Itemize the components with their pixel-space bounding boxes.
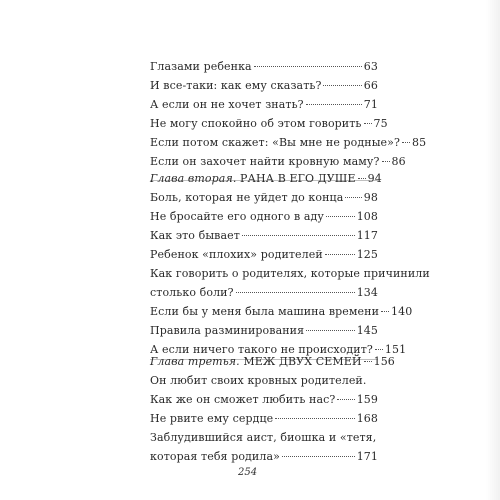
toc-entry [150, 305, 413, 318]
dot-leader [402, 142, 410, 143]
toc-entry-page: 98 [363, 191, 378, 204]
toc-entry-page: 125 [356, 248, 378, 261]
dot-leader [364, 361, 372, 362]
toc-entry-label: А если ничего такого не происходит? [150, 343, 373, 356]
toc-entry-page: 168 [356, 412, 378, 425]
toc-entry-page: 134 [356, 286, 378, 299]
chapter-title: РАНА В ЕГО ДУШЕ [240, 172, 356, 185]
toc-entry-label: Глазами ребенка [150, 60, 252, 73]
toc-entry-label: А если он не хочет знать? [150, 98, 304, 111]
toc-entry-page: 159 [356, 393, 378, 406]
dot-leader [325, 254, 355, 255]
toc-entry-label-line2: которая тебя родила» [150, 450, 280, 463]
dot-leader [375, 349, 383, 350]
toc-entry [150, 98, 378, 111]
dot-leader [345, 197, 361, 198]
toc-entry-label: Как же он сможет любить нас? [150, 393, 336, 406]
chapter-prefix: Глава вторая. [150, 172, 237, 185]
toc-entry-page: 140 [391, 305, 413, 318]
dot-leader [306, 104, 362, 105]
toc-entry-label: Если бы у меня была машина времени [150, 305, 380, 318]
toc-entry-label: Не могу спокойно об этом говорить [150, 117, 362, 130]
toc-entry-page: 71 [363, 98, 378, 111]
toc-entry-label: И все-таки: как ему сказать? [150, 79, 322, 92]
page-edge [486, 0, 500, 500]
dot-leader [358, 178, 366, 179]
toc-entry [150, 248, 378, 261]
toc-entry-multiline [150, 267, 430, 280]
toc-entry-label: Правила разминирования [150, 324, 305, 337]
chapter-title: МЕЖ ДВУХ СЕМЕЙ [243, 355, 362, 368]
chapter-prefix: Глава третья. [150, 355, 240, 368]
dot-leader [337, 399, 354, 400]
toc-entry-label-line1: Как говорить о родителях, которые причинили [150, 267, 430, 280]
toc-entry-label-line1: Заблудившийся аист, биошка и «тетя, [150, 431, 377, 444]
toc-entry [150, 60, 378, 73]
toc-entry-label: Не рвите ему сердце [150, 412, 274, 425]
toc-entry-page: 63 [363, 60, 378, 73]
toc-entry-page: 94 [367, 172, 382, 185]
toc-entry-label: Боль, которая не уйдет до конца [150, 191, 344, 204]
dot-leader [275, 418, 354, 419]
toc-entry-page: 156 [373, 355, 395, 368]
dot-leader [381, 311, 389, 312]
toc-entry [150, 412, 378, 425]
toc-entry-page: 151 [384, 343, 407, 356]
page-number: 254 [238, 467, 258, 478]
toc-entry-page: 117 [356, 229, 378, 242]
chapter-heading [150, 355, 395, 368]
toc-entry [150, 210, 378, 223]
dot-leader [326, 216, 355, 217]
toc-entry-page: 86 [391, 155, 406, 168]
toc-entry-page: 171 [356, 450, 378, 463]
dot-leader [282, 456, 355, 457]
toc-entry-multiline [150, 431, 378, 444]
dot-leader [236, 292, 355, 293]
toc-entry [150, 117, 388, 130]
dot-leader [364, 123, 372, 124]
toc-entry-page: 66 [363, 79, 378, 92]
dot-leader [323, 85, 361, 86]
toc-entry-page: 108 [356, 210, 378, 223]
dot-leader [382, 161, 390, 162]
toc-entry-page: 75 [373, 117, 388, 130]
toc-entry [150, 229, 378, 242]
toc-entry-label: Если он захочет найти кровную маму? [150, 155, 380, 168]
toc-entry [150, 79, 378, 92]
toc-entry-multiline [150, 286, 378, 299]
toc-entry-label-line2: столько боли? [150, 286, 234, 299]
toc-entry [150, 136, 427, 149]
toc-entry-label: Не бросайте его одного в аду [150, 210, 324, 223]
chapter-heading [150, 172, 382, 185]
dot-leader [254, 66, 362, 67]
toc-entry-label: Как это бывает [150, 229, 240, 242]
dot-leader [306, 330, 355, 331]
dot-leader [242, 235, 355, 236]
toc-entry-label: Он любит своих кровных родителей. [150, 374, 367, 387]
toc-entry [150, 324, 378, 337]
toc-entry [150, 191, 378, 204]
toc-entry-label: Если потом скажет: «Вы мне не родные»? [150, 136, 400, 149]
toc-entry-multiline [150, 450, 378, 463]
toc-entry-page: 85 [412, 136, 427, 149]
toc-entry-page: 145 [356, 324, 378, 337]
toc-entry [150, 155, 406, 168]
toc-entry [150, 393, 378, 406]
toc-entry [150, 374, 378, 387]
toc-entry-label: Ребенок «плохих» родителей [150, 248, 323, 261]
